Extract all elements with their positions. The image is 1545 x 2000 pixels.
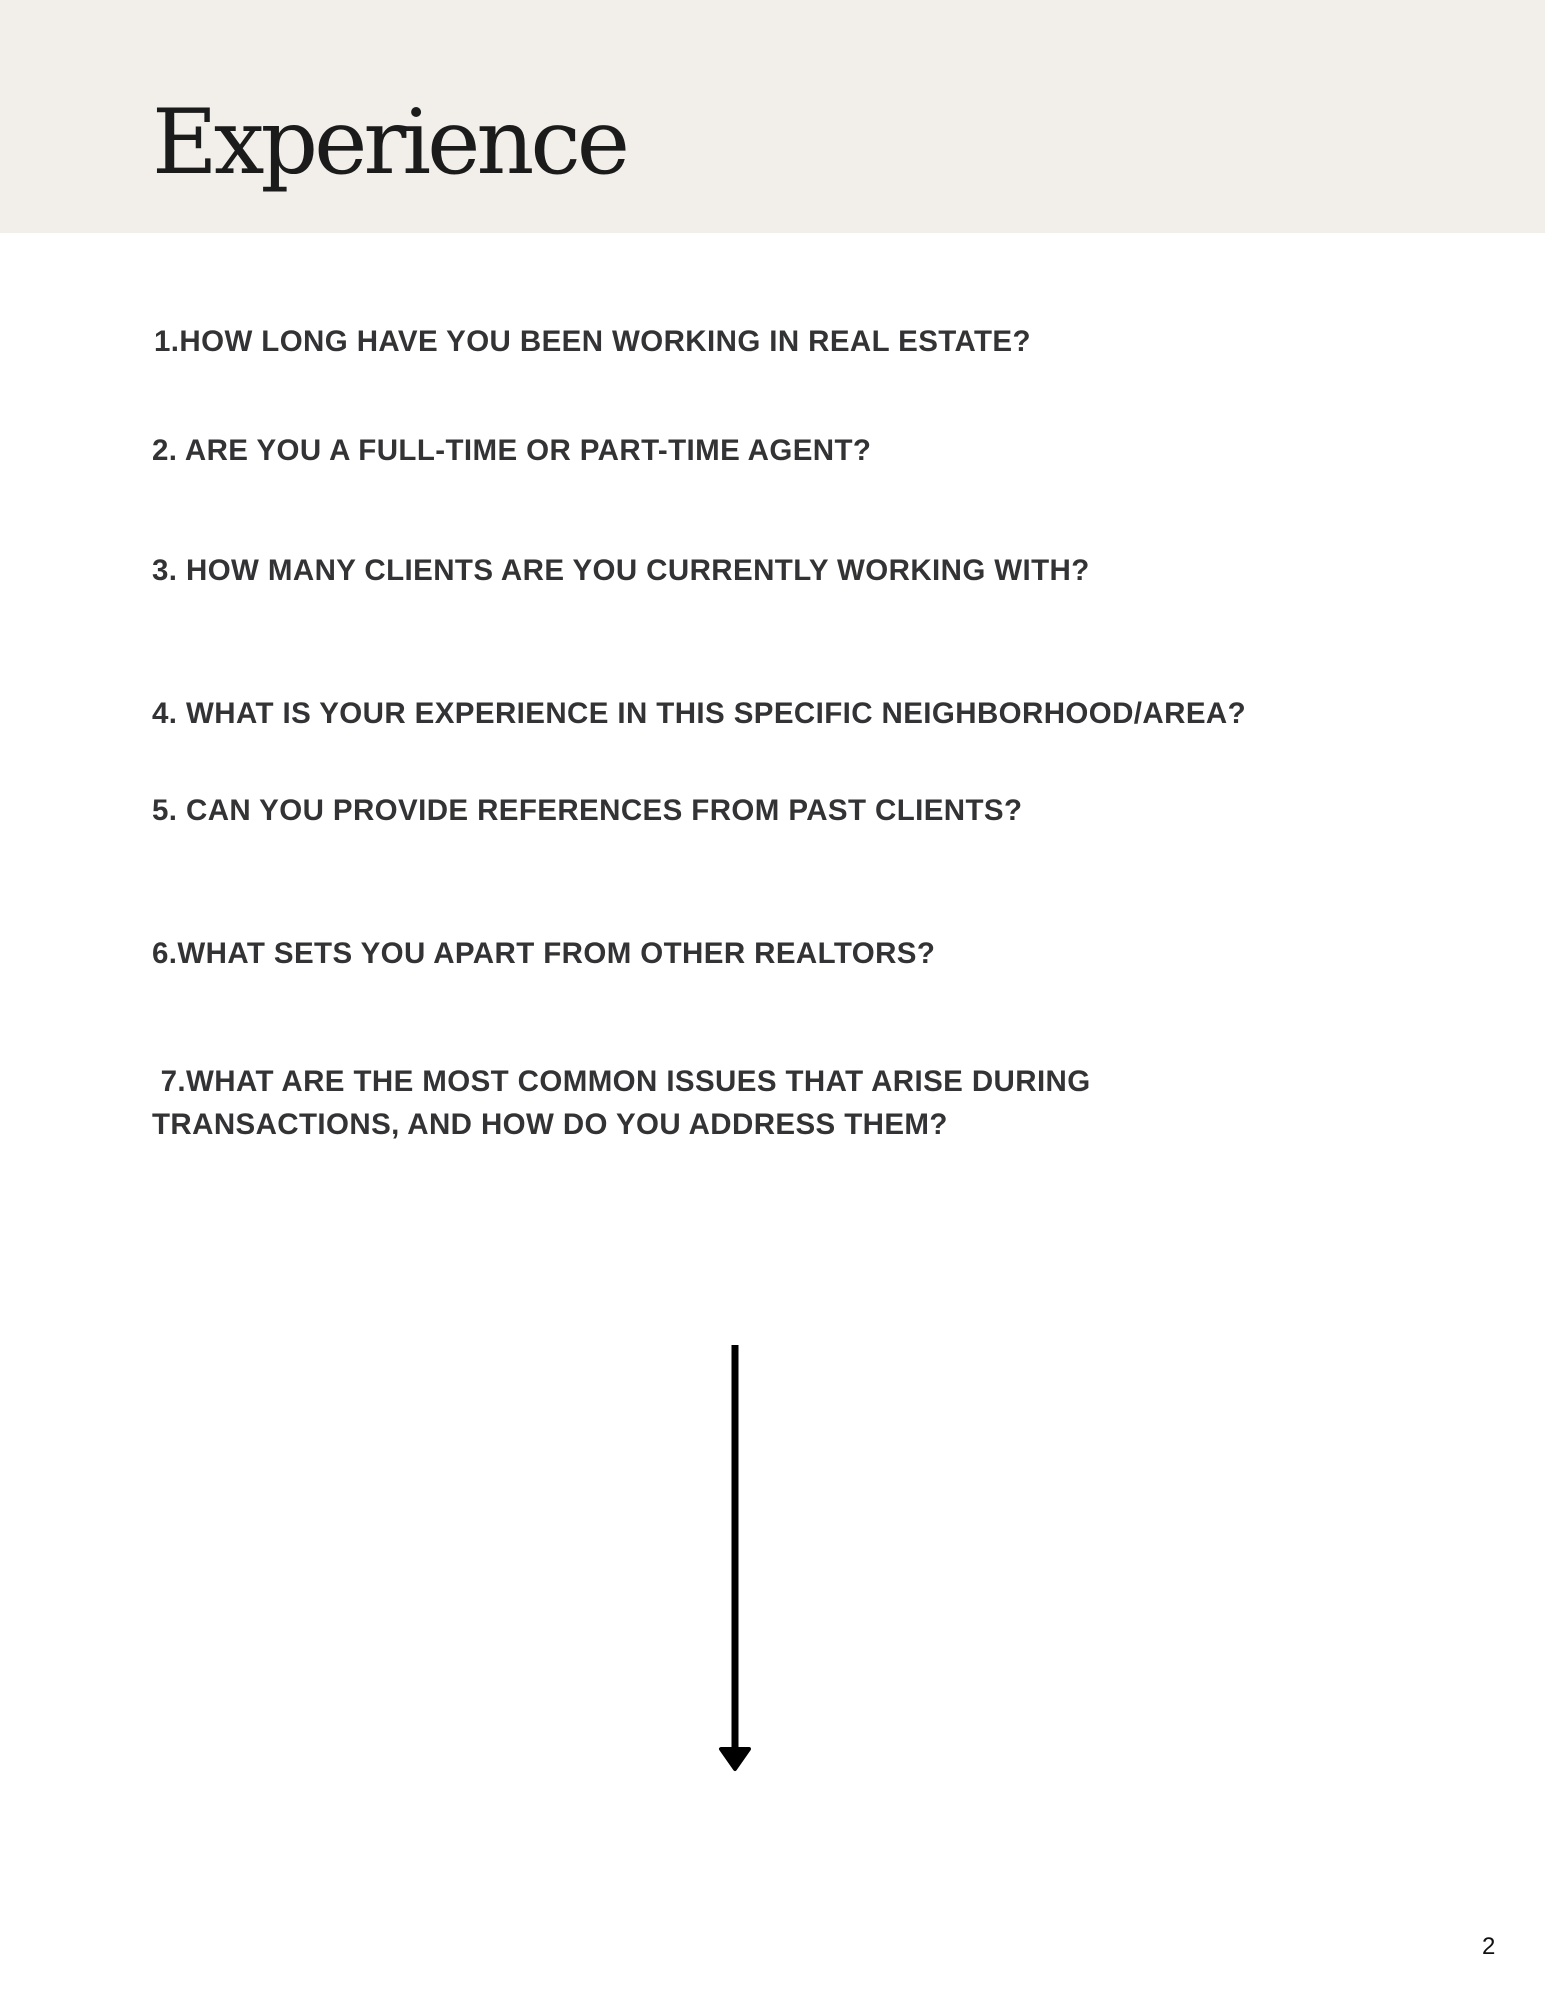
question-3: 3. HOW MANY CLIENTS ARE YOU CURRENTLY WORKING WITH? — [152, 554, 1090, 587]
arrow-down-icon — [715, 1345, 755, 1775]
page-number: 2 — [1482, 1933, 1496, 1960]
question-6: 6.WHAT SETS YOU APART FROM OTHER REALTORS? — [152, 937, 936, 970]
question-2: 2. ARE YOU A FULL-TIME OR PART-TIME AGENT? — [152, 434, 872, 467]
question-1: 1.HOW LONG HAVE YOU BEEN WORKING IN REAL ESTATE? — [154, 325, 1031, 358]
question-7-line-1: 7.WHAT ARE THE MOST COMMON ISSUES THAT ARISE DURING — [152, 1065, 1091, 1098]
question-4: 4. WHAT IS YOUR EXPERIENCE IN THIS SPECIFIC NEIGHBORHOOD/AREA? — [152, 697, 1247, 730]
question-5: 5. CAN YOU PROVIDE REFERENCES FROM PAST CLIENTS? — [152, 794, 1023, 827]
question-7 — [152, 1060, 1091, 1146]
question-7-line-2: TRANSACTIONS, AND HOW DO YOU ADDRESS THEM? — [152, 1108, 948, 1141]
page-title: Experience — [152, 90, 627, 195]
